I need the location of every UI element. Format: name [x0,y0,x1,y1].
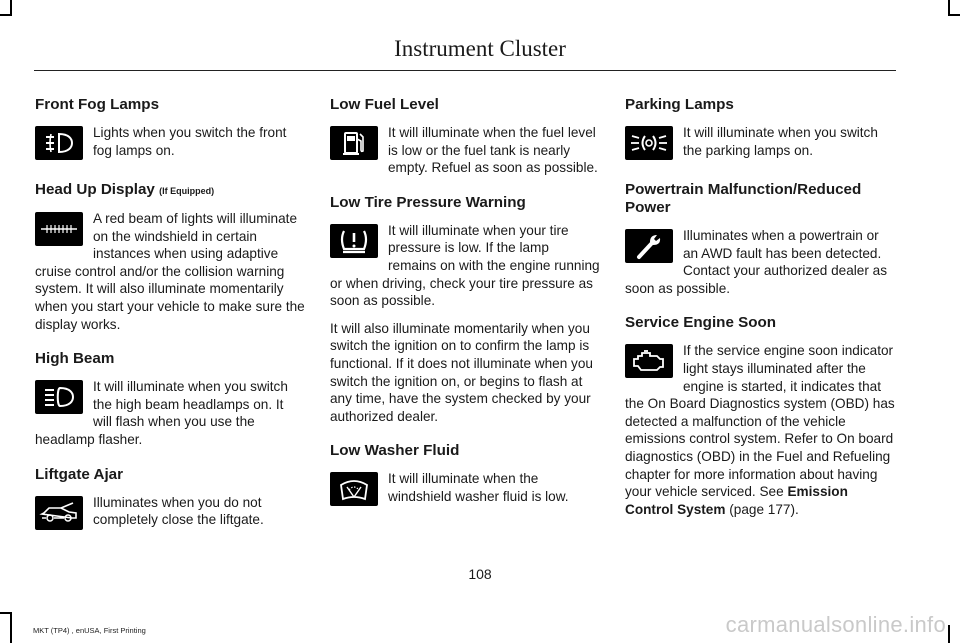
section-text: Lights when you switch the front fog lamps on. [93,125,287,158]
crop-mark [948,14,960,16]
front-fog-lamp-icon [35,126,83,160]
liftgate-ajar-icon [35,496,83,530]
fuel-pump-icon [330,126,378,160]
crop-mark [0,14,12,16]
crop-mark [948,625,950,643]
section-text: A red beam of lights will illuminate on the windshield in certain instances when using adaptive cruise control and/or the collision warning system. It will also illuminate momentarily when you start your vehicle to make sure the display works. [35,211,305,332]
section-head-up-display [35,181,306,333]
section-low-tire-pressure [330,194,601,426]
footer-text: MKT (TP4) , enUSA, First Printing [33,626,146,635]
parking-lamps-icon [625,126,673,160]
section-text: It will illuminate when your tire pressure is low. If the lamp remains on with the engine running or when driving, check your tire pressure as soon as possible. [330,222,600,309]
section-text: It will illuminate when the windshield washer fluid is low. [388,471,569,504]
section-high-beam [35,350,306,448]
section-text: It will illuminate when you switch the high beam headlamps on. It will flash when you use the headlamp flasher. [35,379,288,447]
wrench-icon [625,229,673,263]
section-heading: Low Fuel Level [330,96,439,113]
section-heading [35,181,306,200]
xref-page: (page 177). [725,501,799,517]
left-column [35,96,306,551]
crop-mark [10,612,12,643]
tire-pressure-icon [330,224,378,258]
high-beam-icon [35,380,83,414]
section-powertrain-malfunction [625,181,896,297]
washer-fluid-icon [330,472,378,506]
header-rule [34,70,896,71]
section-text: It will illuminate when you switch the parking lamps on. [683,125,878,158]
heading-text: Head Up Display [35,181,155,198]
section-service-engine-soon [625,314,896,518]
section-heading: Parking Lamps [625,96,734,113]
page-number: 108 [468,566,492,582]
head-up-display-icon [35,212,83,246]
section-low-washer-fluid [330,442,601,510]
right-column [625,96,896,535]
section-heading: Low Tire Pressure Warning [330,193,526,211]
crop-mark [948,0,950,14]
section-low-fuel-level [330,96,601,177]
section-text: It will illuminate when the fuel level is low or the fuel tank is nearly empty. Refuel as soon as possible. [388,125,598,176]
section-heading: Service Engine Soon [625,314,777,332]
section-front-fog-lamps [35,96,306,164]
section-heading: High Beam [35,350,115,368]
section-heading: Liftgate Ajar [35,465,124,483]
page-title: Instrument Cluster [394,36,566,61]
emission-control-link[interactable]: Emission Control System [625,484,848,517]
section-heading: Front Fog Lamps [35,96,160,113]
engine-text: If the service engine soon indicator light stays illuminated after the engine is started, it indicates that the On Board Diagnostics system (OBD) has detected a malfunction of the vehicle emissions control system. Refer to On board diagnostics (OBD) in the Fuel and Refueling chapter for more information about having your vehicle serviced. See [625,343,895,500]
section-text: Illuminates when a powertrain or an AWD fault has been detected. Contact your authorized dealer as soon as possible. [625,228,888,296]
section-text: Illuminates when you do not completely close the liftgate. [93,494,264,528]
section-text-2: It will also illuminate momentarily when you switch the ignition on to confirm the lamp is functional. If it does not illuminate when you switch the ignition on, or begins to flash at any time, have the system checked by your authorized dealer. [330,320,593,424]
crop-mark [0,612,12,614]
section-parking-lamps [625,96,896,164]
section-liftgate-ajar [35,466,306,534]
watermark: carmanualsonline.info [725,612,946,637]
crop-mark [10,0,12,14]
engine-icon [625,344,673,378]
section-heading: Powertrain Malfunction/Reduced Power [625,181,862,216]
middle-column [330,96,601,527]
heading-suffix: (If Equipped) [159,186,215,196]
section-heading: Low Washer Fluid [330,442,460,460]
